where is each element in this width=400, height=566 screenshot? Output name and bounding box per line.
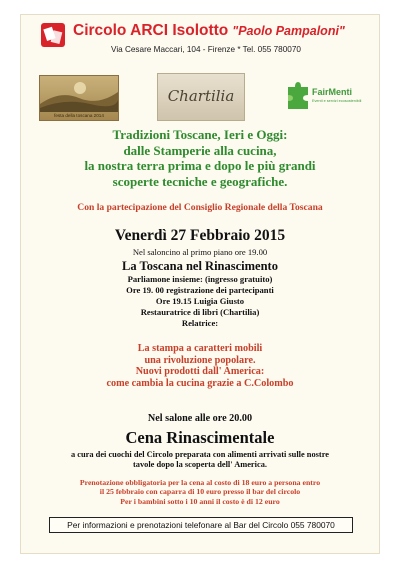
booking-info: [21, 478, 379, 506]
festa-toscana-logo: [39, 75, 119, 121]
topic-line: una rivoluzione popolare.: [144, 354, 256, 366]
chartilia-wordmark: Chartilia: [167, 87, 235, 105]
booking-line: Per i bambini sotto i 10 anni il costo è di 12 euro: [120, 496, 280, 506]
fairmenti-wordmark: FairMenti: [312, 87, 353, 97]
flyer: [20, 14, 380, 554]
intro-line: Tradizioni Toscane, Ieri e Oggi:: [112, 127, 288, 142]
topic-line: Nuovi prodotti dall' America:: [135, 366, 265, 377]
intro-heading: [21, 127, 379, 189]
puzzle-icon: [286, 81, 310, 111]
contact-footer: Per informazioni e prenotazioni telefonare al Bar del Circolo 055 780070: [49, 517, 353, 533]
intro-line: dalle Stamperie alla cucina,: [123, 142, 277, 158]
dinner-description: [21, 450, 379, 470]
fairmenti-logo: [286, 77, 376, 121]
partecipazione-line: Con la partecipazione del Consiglio Regionale della Toscana: [77, 202, 323, 213]
topic-line: come cambia la cucina grazie a C.Colombo: [106, 377, 294, 389]
dinner-description-line: a cura dei cuochi del Circolo preparata con alimenti arrivati sulle nostre: [71, 450, 329, 459]
booking-line: il 25 febbraio con caparra di 10 euro presso il bar del circolo: [99, 487, 301, 497]
sponsor-logos: [21, 73, 379, 123]
circolo-dedication: "Paolo Pampaloni": [232, 24, 345, 38]
circolo-address: Via Cesare Maccari, 104 - Firenze * Tel. 055 780070: [111, 45, 301, 54]
chartilia-logo: [157, 73, 245, 121]
intro-line: scoperte tecniche e geografiche.: [112, 173, 288, 189]
festa-caption: festa della toscana 2014: [54, 113, 104, 118]
arci-logo-icon: [41, 23, 65, 47]
talk-topics: [21, 343, 379, 389]
circolo-name: Circolo ARCI Isolotto: [73, 22, 229, 39]
registration-line: Ore 19. 00 registrazione dei partecipanti: [126, 285, 274, 295]
talk-title: La Toscana nel Rinascimento: [122, 259, 278, 273]
discussion-line: Parliamone insieme: (ingresso gratuito): [127, 274, 273, 284]
speaker-line: Ore 19.15 Luigia Giusto: [155, 296, 245, 306]
dinner-description-line: tavole dopo la scoperta dell' America.: [133, 460, 267, 469]
dinner-time: Nel salone alle ore 20.00: [147, 413, 253, 424]
flyer-header: [21, 15, 379, 73]
booking-line: Prenotazione obbligatoria per la cena al costo di 18 euro a persona entro: [79, 478, 321, 487]
topic-line: La stampa a caratteri mobili: [137, 343, 263, 354]
event-program: [21, 247, 379, 329]
location-time: Nel saloncino al primo piano ore 19.00: [132, 247, 268, 257]
fairmenti-tagline: Eventi e servizi ecosostenibili: [312, 99, 362, 103]
relatrice-label: Relatrice:: [181, 318, 219, 328]
circolo-title: [73, 22, 345, 40]
event-date: Venerdì 27 Febbraio 2015: [114, 227, 286, 244]
intro-line: la nostra terra prima e dopo le più grandi: [84, 158, 316, 173]
speaker-role: Restauratrice di libri (Chartilia): [140, 307, 260, 317]
dinner-title: Cena Rinascimentale: [125, 428, 275, 447]
